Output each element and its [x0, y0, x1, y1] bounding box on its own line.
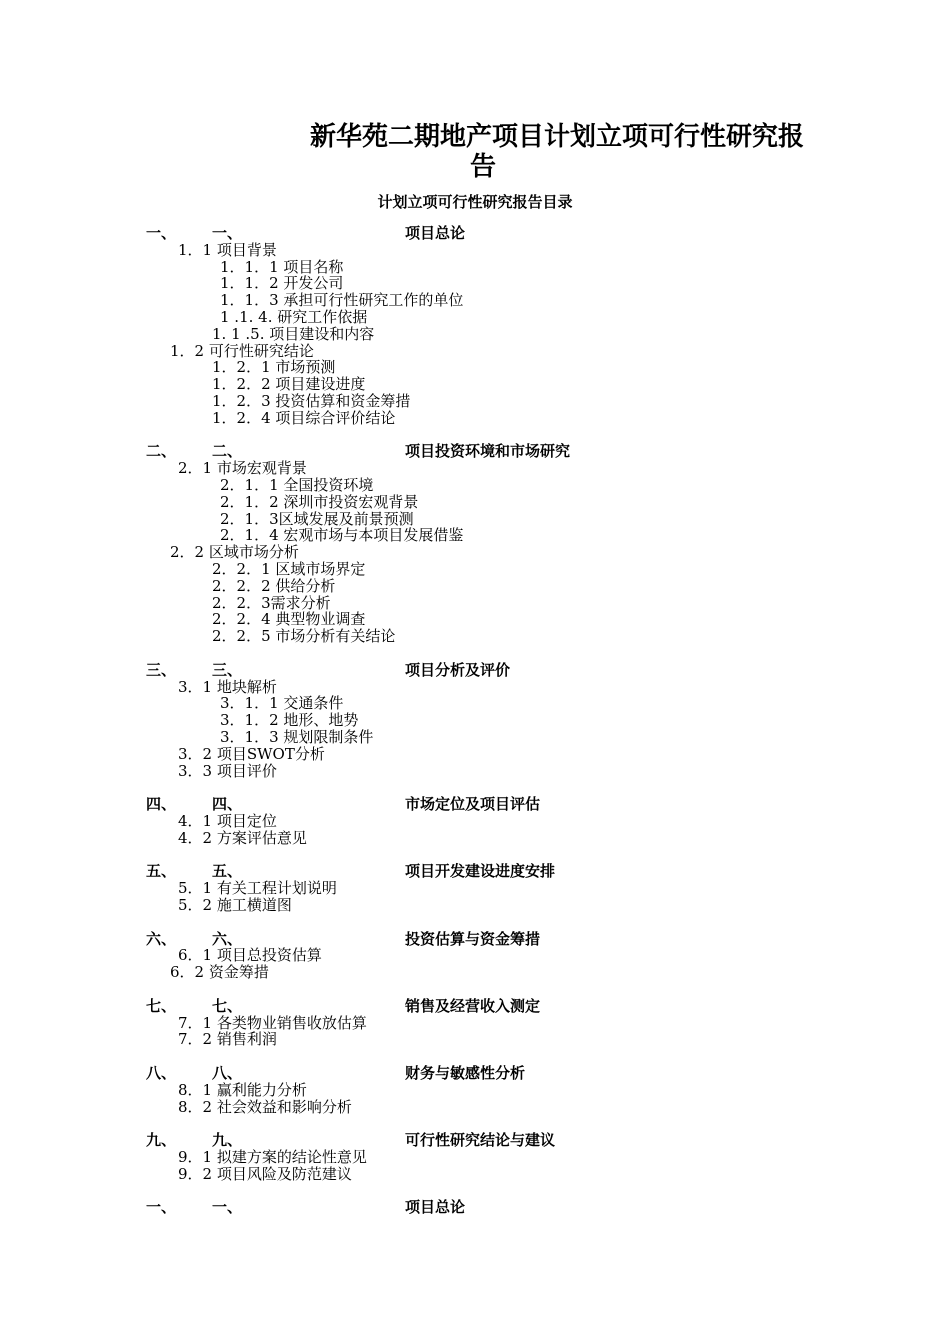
toc-entry: 1．1．2 开发公司 — [220, 274, 344, 293]
section-number: 九、 — [146, 1131, 177, 1150]
section-title: 销售及经营收入测定 — [405, 996, 541, 1015]
document-title — [310, 122, 810, 182]
toc-entry: 9．2 项目风险及防范建议 — [178, 1164, 352, 1183]
toc-entry: 5．2 施工横道图 — [178, 896, 292, 914]
section-number: 六、 — [146, 929, 177, 948]
toc-entry: 2．1．1 全国投资环境 — [220, 476, 374, 494]
toc-entry: 1．1．3 承担可行性研究工作的单位 — [220, 291, 464, 310]
document-title-line2: 告 — [470, 152, 497, 182]
section-number: 四、 — [146, 795, 177, 814]
toc-entry: 3．2 项目SWOT分析 — [178, 744, 325, 763]
toc-entry: 2．1．4 宏观市场与本项目发展借鉴 — [220, 526, 464, 545]
section-title: 项目总论 — [405, 224, 466, 242]
section-number-repeat: 一、 — [212, 1198, 243, 1217]
section-title: 投资估算与资金筹措 — [405, 929, 541, 948]
section-title: 财务与敏感性分析 — [405, 1064, 526, 1082]
toc-entry: 9．1 拟建方案的结论性意见 — [178, 1148, 367, 1166]
toc-entry: 8．1 赢利能力分析 — [178, 1080, 307, 1099]
section-number: 八、 — [146, 1064, 177, 1082]
toc-entry: 2．1 市场宏观背景 — [178, 459, 307, 478]
section-number: 三、 — [146, 660, 177, 679]
toc-entry: 2．2．2 供给分析 — [212, 576, 336, 595]
section-number-repeat: 四、 — [212, 795, 243, 814]
toc-entry: 3．1 地块解析 — [178, 677, 277, 696]
toc-entry: 1．2．2 项目建设进度 — [212, 375, 366, 394]
toc-entry: 2．2．5 市场分析有关结论 — [212, 627, 396, 646]
toc-entry: 5．1 有关工程计划说明 — [178, 879, 337, 898]
section-number-repeat: 三、 — [212, 660, 243, 679]
document-title-line1: 新华苑二期地产项目计划立项可行性研究报 — [310, 122, 805, 152]
section-number-repeat: 一、 — [212, 224, 243, 242]
section-title: 项目分析及评价 — [405, 660, 511, 679]
section-number: 一、 — [146, 1198, 177, 1217]
section-title: 项目开发建设进度安排 — [405, 862, 556, 881]
toc-entry: 1．1．1 项目名称 — [220, 257, 344, 276]
toc-entry: 7．2 销售利润 — [178, 1030, 277, 1049]
toc-entry: 7．1 各类物业销售收放估算 — [178, 1013, 367, 1032]
toc-entry: 4．2 方案评估意见 — [178, 828, 307, 847]
toc-entry: 1．2 可行性研究结论 — [170, 341, 314, 360]
section-number: 一、 — [146, 224, 177, 242]
toc-entry: 2．2 区域市场分析 — [170, 543, 299, 562]
toc-entry: 1．2．1 市场预测 — [212, 358, 336, 377]
section-number-repeat: 九、 — [212, 1131, 243, 1150]
section-number-repeat: 七、 — [212, 996, 243, 1015]
section-number-repeat: 六、 — [212, 929, 243, 948]
section-number: 五、 — [146, 862, 177, 881]
toc-entry: 4．1 项目定位 — [178, 812, 277, 830]
section-title: 项目投资环境和市场研究 — [405, 442, 571, 461]
toc-entry: 8．2 社会效益和影响分析 — [178, 1097, 352, 1116]
section-number-repeat: 八、 — [212, 1064, 243, 1082]
toc-entry: 1. 1 .5. 项目建设和内容 — [212, 324, 375, 343]
toc-entry: 2．2．1 区域市场界定 — [212, 560, 366, 578]
toc-heading: 计划立项可行性研究报告目录 — [377, 193, 573, 211]
section-number-repeat: 二、 — [212, 442, 243, 461]
toc-entry: 1．1 项目背景 — [178, 240, 277, 259]
toc-entry: 1．2．4 项目综合评价结论 — [212, 408, 396, 427]
section-title: 项目总论 — [405, 1198, 466, 1217]
toc-entry: 2．1．2 深圳市投资宏观背景 — [220, 492, 419, 511]
toc-entry: 3．3 项目评价 — [178, 761, 277, 780]
toc-entry: 3．1．3 规划限制条件 — [220, 728, 374, 746]
section-number-repeat: 五、 — [212, 862, 243, 881]
toc-entry: 2．2．4 典型物业调查 — [212, 610, 366, 629]
section-number: 二、 — [146, 442, 177, 461]
toc-entry: 6．1 项目总投资估算 — [178, 946, 322, 965]
toc-entry: 2．2．3需求分析 — [212, 593, 331, 612]
section-title: 市场定位及项目评估 — [405, 795, 541, 814]
toc-entry: 1 .1. 4. 研究工作依据 — [220, 308, 368, 326]
toc-entry: 6．2 资金筹措 — [170, 963, 269, 982]
toc-entry: 3．1．1 交通条件 — [220, 694, 344, 713]
toc-entry: 2．1．3区域发展及前景预测 — [220, 509, 414, 528]
section-title: 可行性研究结论与建议 — [405, 1131, 556, 1150]
toc-entry: 3．1．2 地形、地势 — [220, 711, 359, 730]
section-number: 七、 — [146, 996, 177, 1015]
toc-entry: 1．2．3 投资估算和资金筹措 — [212, 392, 411, 410]
